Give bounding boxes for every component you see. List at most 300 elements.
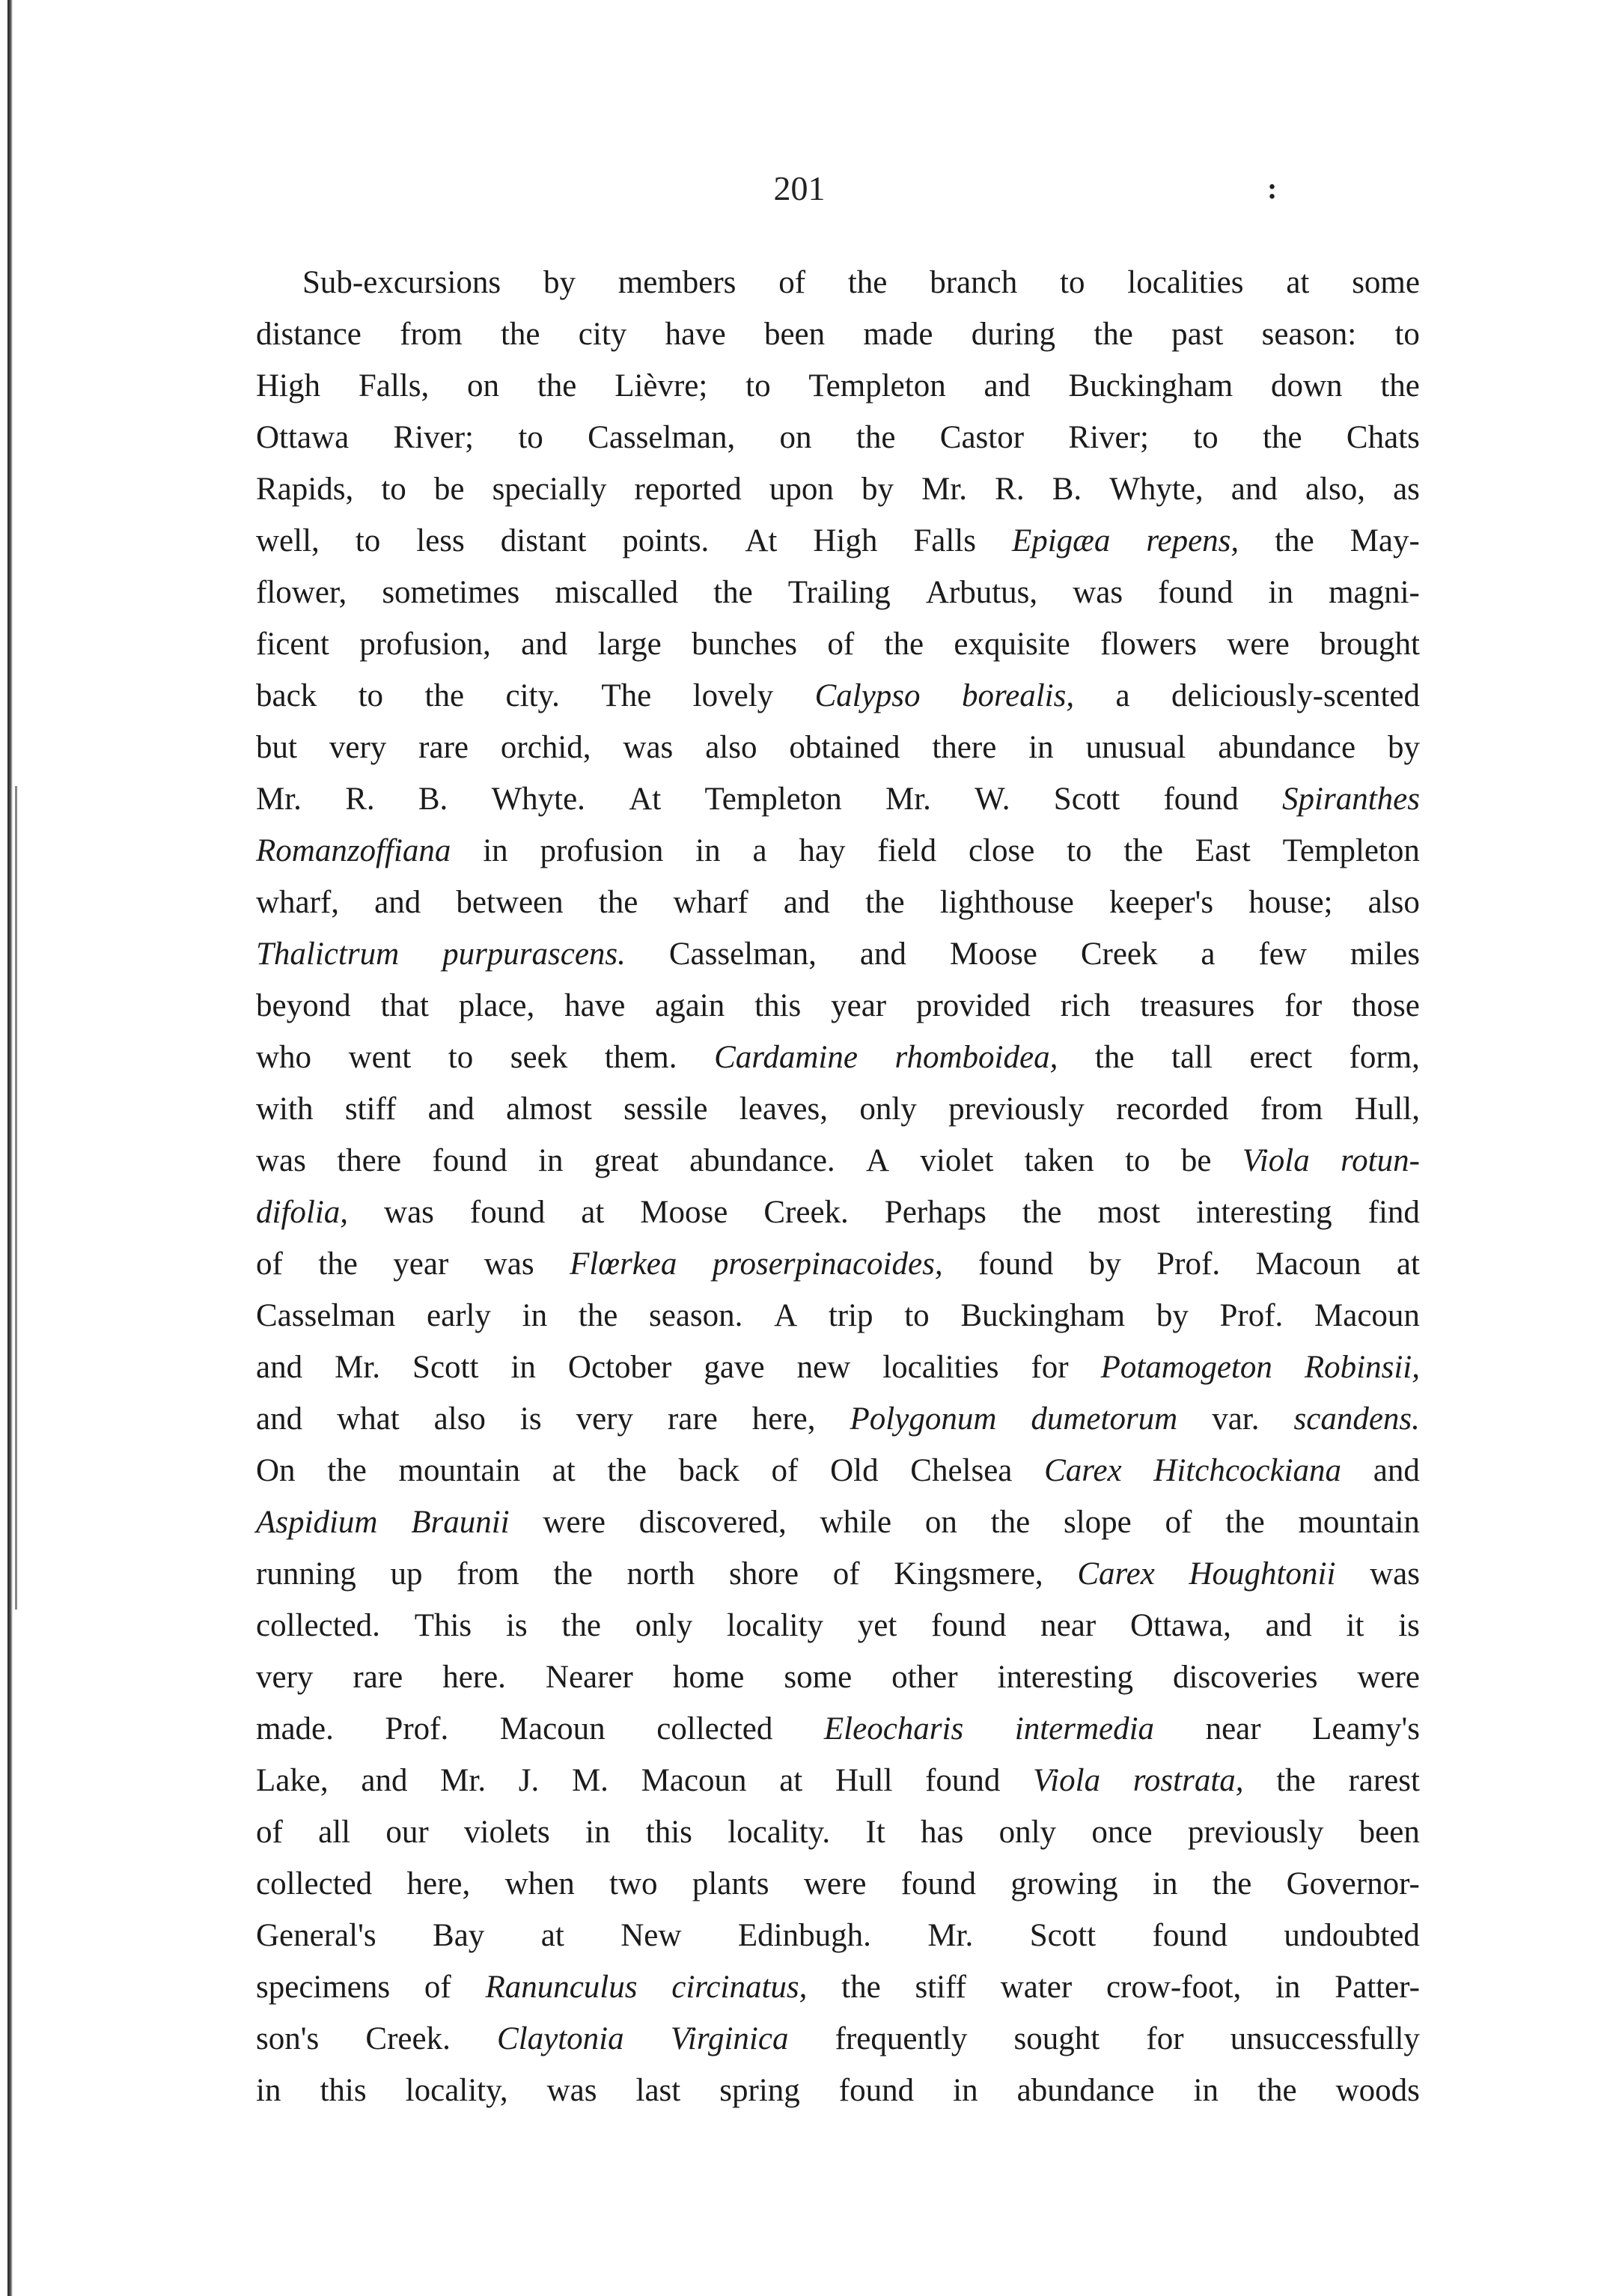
word: distant xyxy=(500,523,587,558)
text-line xyxy=(256,1858,1420,1910)
italic-word: purpurascens. xyxy=(442,937,626,972)
word: for xyxy=(1284,988,1323,1023)
word: also xyxy=(1367,885,1420,920)
text-line xyxy=(256,618,1420,670)
word: Falls xyxy=(913,523,976,558)
word: collected xyxy=(256,1866,373,1901)
text-line xyxy=(256,1238,1420,1290)
italic-word: borealis, xyxy=(961,678,1075,713)
word: On xyxy=(256,1453,296,1488)
word: the xyxy=(841,1970,881,2005)
word: of xyxy=(1165,1505,1192,1540)
word: Perhaps xyxy=(884,1195,986,1230)
italic-word: difolia, xyxy=(256,1195,349,1230)
word: at xyxy=(581,1195,605,1230)
word: again xyxy=(655,988,725,1023)
word: and xyxy=(1265,1608,1312,1643)
word: made xyxy=(863,317,933,352)
word: house; xyxy=(1248,885,1333,920)
word: Whyte, xyxy=(1109,472,1204,507)
word: for xyxy=(1146,2021,1184,2056)
italic-word: Ranunculus xyxy=(485,1970,638,2005)
italic-word: Houghtonii xyxy=(1189,1556,1336,1592)
text-line xyxy=(256,360,1420,412)
word: Old xyxy=(830,1453,879,1488)
italic-word: Virginica xyxy=(670,2021,789,2056)
word: found xyxy=(1152,1918,1228,1953)
word: interesting xyxy=(997,1660,1134,1695)
word: sometimes xyxy=(382,575,520,610)
word: Lake, xyxy=(256,1763,329,1798)
word: brought xyxy=(1320,627,1420,662)
word: This xyxy=(414,1608,472,1643)
word: crow-foot, xyxy=(1106,1970,1242,2005)
word: discoveries xyxy=(1173,1660,1318,1695)
word: while xyxy=(820,1505,892,1540)
word: well, xyxy=(256,523,320,558)
italic-word: Braunii xyxy=(411,1505,510,1540)
text-line xyxy=(256,1548,1420,1600)
text-line xyxy=(256,1910,1420,1961)
word: found xyxy=(931,1608,1007,1643)
word: very xyxy=(256,1660,314,1695)
word: violets xyxy=(464,1815,550,1850)
word: beyond xyxy=(256,988,351,1023)
word: the xyxy=(553,1556,593,1592)
word: members xyxy=(617,265,737,300)
text-line xyxy=(256,2013,1420,2065)
word: to xyxy=(745,368,771,404)
word: to xyxy=(1394,317,1420,352)
text-line xyxy=(256,1342,1420,1393)
word: profusion, xyxy=(359,627,491,662)
word: Prof. xyxy=(1156,1246,1221,1282)
word: in xyxy=(256,2073,281,2108)
text-line xyxy=(256,257,1420,308)
word: woods xyxy=(1335,2073,1420,2108)
word: At xyxy=(629,782,662,817)
word: in xyxy=(510,1350,536,1385)
word: found xyxy=(900,1866,977,1901)
italic-word: Polygonum xyxy=(850,1401,997,1437)
word: went xyxy=(348,1040,412,1075)
word: a xyxy=(1115,678,1130,713)
word: in xyxy=(1193,2073,1219,2108)
italic-word: dumetorum xyxy=(1031,1401,1178,1437)
word: wharf xyxy=(673,885,748,920)
word: and xyxy=(1230,472,1278,507)
word: in xyxy=(522,1298,548,1333)
word: of xyxy=(827,627,855,662)
word: were xyxy=(543,1505,606,1540)
scan-edge-mark xyxy=(15,786,17,1610)
word: the xyxy=(1212,1866,1252,1901)
word: to xyxy=(1125,1143,1150,1178)
word: A xyxy=(866,1143,890,1178)
word: May- xyxy=(1350,523,1420,558)
text-line xyxy=(256,463,1420,515)
word: unsuccessfully xyxy=(1230,2021,1420,2056)
word: Lièvre; xyxy=(615,368,708,404)
word: few xyxy=(1258,937,1307,972)
word: what xyxy=(337,1401,400,1437)
word: here, xyxy=(406,1866,471,1901)
word: points. xyxy=(622,523,710,558)
word: High xyxy=(813,523,878,558)
text-line xyxy=(256,980,1420,1032)
word: spring xyxy=(719,2073,800,2108)
word: River; xyxy=(393,420,474,455)
word: has xyxy=(920,1815,964,1850)
word: but xyxy=(256,730,297,765)
word: and xyxy=(521,627,568,662)
word: found xyxy=(1163,782,1239,817)
word: was xyxy=(384,1195,434,1230)
word: Scott xyxy=(412,1350,479,1385)
word: Buckingham xyxy=(960,1298,1126,1333)
italic-word: Romanzoffiana xyxy=(256,833,451,868)
word: collected xyxy=(656,1711,773,1747)
word: Falls, xyxy=(358,368,430,404)
word: sought xyxy=(1013,2021,1100,2056)
word: new xyxy=(796,1350,851,1385)
word: and xyxy=(427,1091,475,1127)
word: the xyxy=(1094,1040,1135,1075)
word: Scott xyxy=(1053,782,1120,817)
word: abundance xyxy=(1016,2073,1155,2108)
word: year xyxy=(831,988,887,1023)
word: R. xyxy=(995,472,1025,507)
italic-word: circinatus, xyxy=(671,1970,808,2005)
word: abundance xyxy=(1218,730,1356,765)
text-line xyxy=(256,412,1420,463)
word: Bay xyxy=(433,1918,485,1953)
word: the xyxy=(318,1246,358,1282)
word: hay xyxy=(799,833,846,868)
text-line xyxy=(256,515,1420,567)
word: in xyxy=(483,833,508,868)
word: at xyxy=(1396,1246,1420,1282)
word: Moose xyxy=(949,937,1037,972)
word: be xyxy=(433,472,465,507)
word: them. xyxy=(604,1040,677,1075)
word: R. xyxy=(345,782,375,817)
word: Casselman xyxy=(256,1298,396,1333)
word: at xyxy=(1286,265,1310,300)
italic-word: Claytonia xyxy=(497,2021,624,2056)
text-line xyxy=(256,877,1420,928)
word: and xyxy=(374,885,421,920)
word: by xyxy=(1088,1246,1121,1282)
page-number: 201 xyxy=(773,169,826,207)
italic-word: Epigæa xyxy=(1011,523,1111,558)
italic-word: intermedia xyxy=(1014,1711,1155,1747)
word: the xyxy=(537,368,577,404)
word: River; xyxy=(1068,420,1149,455)
text-line xyxy=(256,1600,1420,1651)
word: Casselman, xyxy=(588,420,736,455)
word: Casselman, xyxy=(668,937,817,972)
italic-word: Robinsii, xyxy=(1304,1350,1420,1385)
word: treasures xyxy=(1140,988,1255,1023)
word: by xyxy=(1156,1298,1189,1333)
word: in xyxy=(538,1143,564,1178)
word: the xyxy=(847,265,888,300)
word: the xyxy=(1263,420,1302,455)
word: to xyxy=(1193,420,1219,455)
word: a xyxy=(752,833,767,868)
text-line xyxy=(256,1083,1420,1135)
word: home xyxy=(672,1660,745,1695)
word: Hull xyxy=(835,1763,893,1798)
word: locality xyxy=(726,1608,823,1643)
word: at xyxy=(779,1763,803,1798)
word: in xyxy=(695,833,721,868)
word: Macoun xyxy=(1255,1246,1361,1282)
text-line xyxy=(256,2065,1420,2116)
word: Rapids, xyxy=(256,472,354,507)
word: from xyxy=(457,1556,519,1592)
word: early xyxy=(427,1298,491,1333)
word: Mr. xyxy=(440,1763,487,1798)
word: field xyxy=(877,833,937,868)
word: slope xyxy=(1063,1505,1132,1540)
text-line xyxy=(256,308,1420,360)
word: the xyxy=(1022,1195,1062,1230)
word: of xyxy=(256,1246,283,1282)
word: and xyxy=(859,937,906,972)
word: frequently xyxy=(835,2021,968,2056)
word: was xyxy=(484,1246,534,1282)
italic-word: proserpinacoides, xyxy=(712,1246,943,1282)
text-line xyxy=(256,722,1420,773)
word: north xyxy=(626,1556,695,1592)
word: Macoun xyxy=(641,1763,747,1798)
word: ficent xyxy=(256,627,329,662)
word: wharf, xyxy=(256,885,340,920)
word: Templeton xyxy=(704,782,842,817)
text-line xyxy=(256,1755,1420,1806)
word: growing xyxy=(1010,1866,1118,1901)
word: the xyxy=(1225,1505,1265,1540)
word: recorded xyxy=(1116,1091,1229,1127)
word: Nearer xyxy=(545,1660,633,1695)
word: Prof. xyxy=(385,1711,449,1747)
word: the xyxy=(424,678,465,713)
word: to xyxy=(448,1040,474,1075)
word: season: xyxy=(1261,317,1357,352)
word: by xyxy=(543,265,576,300)
word: also, xyxy=(1305,472,1365,507)
word: shore xyxy=(728,1556,799,1592)
word: at xyxy=(540,1918,564,1953)
word: once xyxy=(1091,1815,1153,1850)
word: during xyxy=(971,317,1056,352)
word: miles xyxy=(1350,937,1420,972)
word: localities xyxy=(882,1350,999,1385)
word: Templeton xyxy=(808,368,946,404)
word: made. xyxy=(256,1711,334,1747)
word: have xyxy=(564,988,626,1023)
italic-word: Spiranthes xyxy=(1282,782,1420,817)
word: erect xyxy=(1249,1040,1313,1075)
text-line xyxy=(256,1393,1420,1445)
word: place, xyxy=(458,988,535,1023)
italic-word: rostrata, xyxy=(1132,1763,1244,1798)
word: down xyxy=(1270,368,1343,404)
word: were xyxy=(1357,1660,1420,1695)
word: taken xyxy=(1024,1143,1094,1178)
word: found xyxy=(925,1763,1001,1798)
word: Mr. xyxy=(927,1918,974,1953)
italic-word: Calypso xyxy=(814,678,921,713)
word: A xyxy=(774,1298,798,1333)
word: Scott xyxy=(1029,1918,1097,1953)
word: on xyxy=(467,368,500,404)
word: this xyxy=(320,2073,367,2108)
word: of xyxy=(771,1453,799,1488)
text-line xyxy=(256,773,1420,825)
word: to xyxy=(904,1298,930,1333)
word: on xyxy=(924,1505,957,1540)
italic-word: Thalictrum xyxy=(256,937,400,972)
word: Trailing xyxy=(787,575,891,610)
word: mountain xyxy=(1298,1505,1420,1540)
word: been xyxy=(763,317,826,352)
italic-word: Carex xyxy=(1077,1556,1155,1592)
word: less xyxy=(416,523,465,558)
word: it xyxy=(1346,1608,1364,1643)
word: also xyxy=(433,1401,486,1437)
word: deliciously-scented xyxy=(1171,678,1420,713)
word: plants xyxy=(692,1866,769,1901)
text-line xyxy=(256,1496,1420,1548)
word: and xyxy=(1373,1453,1420,1488)
word: in xyxy=(1275,1970,1301,2005)
word: rare xyxy=(353,1660,403,1695)
word: back xyxy=(256,678,317,713)
word: Macoun xyxy=(1314,1298,1420,1333)
word: violet xyxy=(920,1143,994,1178)
word: those xyxy=(1352,988,1420,1023)
text-line xyxy=(256,1445,1420,1496)
word: Prof. xyxy=(1219,1298,1284,1333)
word: rich xyxy=(1060,988,1111,1023)
word: General's xyxy=(256,1918,376,1953)
word: the xyxy=(500,317,540,352)
word: to xyxy=(518,420,543,455)
word: found xyxy=(432,1143,507,1178)
word: was xyxy=(623,730,674,765)
italic-word: scandens. xyxy=(1293,1401,1420,1437)
word: is xyxy=(519,1401,542,1437)
word: provided xyxy=(915,988,1031,1023)
word: the xyxy=(1380,368,1420,404)
word: of xyxy=(256,1815,283,1850)
word: with xyxy=(256,1091,314,1127)
word: trip xyxy=(828,1298,873,1333)
word: back xyxy=(678,1453,739,1488)
word: Templeton xyxy=(1282,833,1420,868)
word: a xyxy=(1201,937,1216,972)
word: stiff xyxy=(344,1091,397,1127)
word: very xyxy=(329,730,387,765)
word: found xyxy=(469,1195,546,1230)
word: large xyxy=(597,627,662,662)
word: B. xyxy=(1052,472,1082,507)
word: Macoun xyxy=(499,1711,606,1747)
word: Mr. xyxy=(921,472,968,507)
italic-word: Hitchcockiana xyxy=(1153,1453,1342,1488)
italic-word: Aspidium xyxy=(256,1505,378,1540)
word: year xyxy=(393,1246,449,1282)
word: also xyxy=(705,730,757,765)
word: to xyxy=(1060,265,1085,300)
word: by xyxy=(1388,730,1420,765)
word: previously xyxy=(948,1091,1085,1127)
word: and xyxy=(361,1763,408,1798)
word: find xyxy=(1367,1195,1420,1230)
word: past xyxy=(1171,317,1224,352)
word: last xyxy=(635,2073,681,2108)
word: of xyxy=(424,1970,451,2005)
word: son's xyxy=(256,2021,320,2056)
word: very xyxy=(576,1401,633,1437)
word: specially xyxy=(492,472,607,507)
word: the xyxy=(561,1608,601,1643)
word: as xyxy=(1393,472,1420,507)
italic-word: repens, xyxy=(1146,523,1239,558)
word: in xyxy=(1153,1866,1178,1901)
word: rare xyxy=(418,730,469,765)
word: W. xyxy=(975,782,1010,817)
word: stiff xyxy=(915,1970,966,2005)
word: was xyxy=(546,2073,597,2108)
word: lovely xyxy=(692,678,774,713)
word: two xyxy=(609,1866,658,1901)
word: J. xyxy=(518,1763,540,1798)
word: and xyxy=(983,368,1031,404)
word: Kingsmere, xyxy=(894,1556,1043,1592)
word: Creek. xyxy=(365,2021,451,2056)
word: The xyxy=(601,678,652,713)
word: Ottawa xyxy=(256,420,350,455)
italic-word: Cardamine xyxy=(714,1040,858,1075)
word: undoubted xyxy=(1284,1918,1420,1953)
word: here. xyxy=(442,1660,506,1695)
word: city xyxy=(578,317,627,352)
word: the xyxy=(1257,2073,1297,2108)
word: Hull, xyxy=(1354,1091,1420,1127)
word: flowers xyxy=(1100,627,1197,662)
text-line xyxy=(256,928,1420,980)
word: Edinbugh. xyxy=(737,1918,871,1953)
word: for xyxy=(1031,1350,1069,1385)
word: to xyxy=(355,523,381,558)
word: all xyxy=(318,1815,351,1850)
word: flower, xyxy=(256,575,347,610)
word: Buckingham xyxy=(1068,368,1233,404)
text-line xyxy=(256,1135,1420,1187)
word: sessile xyxy=(623,1091,708,1127)
word: be xyxy=(1180,1143,1212,1178)
word: Arbutus, xyxy=(925,575,1038,610)
word: distance xyxy=(256,317,362,352)
word: Mr. xyxy=(885,782,931,817)
italic-word: Eleocharis xyxy=(823,1711,964,1747)
word: close xyxy=(968,833,1035,868)
word: tall xyxy=(1171,1040,1213,1075)
